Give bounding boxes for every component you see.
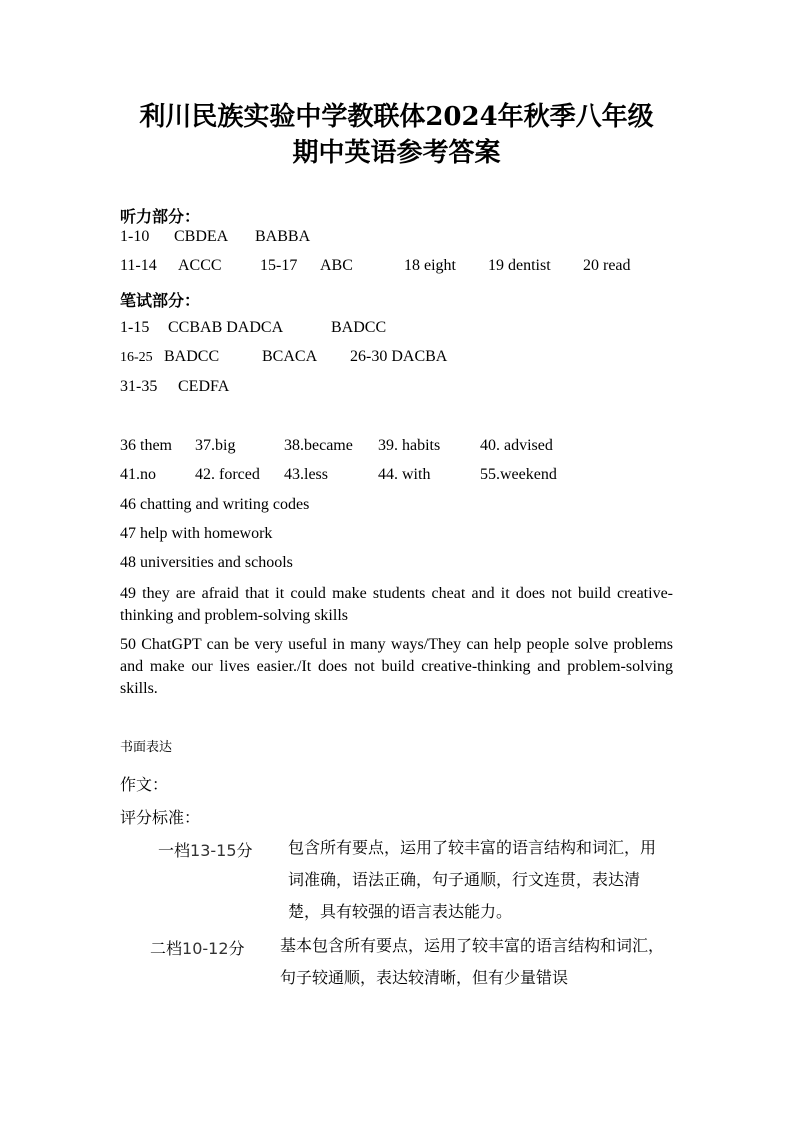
answer-group: 26-30 DACBA [350,348,448,365]
essay-label: 作文： [120,775,169,794]
answer-item: 18 eight [404,257,456,274]
tier-name: 二档 [150,939,183,958]
listening-heading: 听力部分： [120,207,201,226]
answer-item: 20 read [583,257,631,274]
written-row-1 [0,319,793,339]
tier-unit: 分 [228,939,245,958]
page-title-line1: 利川民族实验中学教联体2024年秋季八年级 [139,102,654,132]
answer-group: BADCC [331,319,387,336]
answer-range: 1-10 [120,228,150,245]
answer-item: 40. advised [480,437,553,454]
answer-item: 55.weekend [480,466,557,483]
answer-item: 37.big [195,437,236,454]
tier-1-label [158,838,253,861]
answer-range: 15-17 [260,257,298,274]
tier-2-label [150,936,245,959]
tier-name: 一档 [158,841,191,860]
answer-item: 38.became [284,437,353,454]
answer-item: 39. habits [378,437,441,454]
listening-row-2 [0,257,793,277]
written-row-5 [0,466,793,486]
answer-range: 31-35 [120,378,158,395]
writing-heading: 书面表达 [120,740,173,755]
answer-item: 41.no [120,466,156,483]
answer-item: 43.less [284,466,328,483]
written-row-4 [0,437,793,457]
answer-47: 47 help with homework [120,525,273,542]
tier-1-description: 包含所有要点，运用了较丰富的语言结构和词汇，用词准确，语法正确，句子通顺，行文连贯，表达清楚，具有较强的语言表达能力。 [288,838,657,921]
answer-group: CBDEA [174,228,229,245]
answer-50: 50 ChatGPT can be very useful in many ways/They can help people solve problems and make our lives easier./It does not build creative-thinking and problem-solving skills. [120,636,673,697]
page-title-line2: 期中英语参考答案 [292,138,501,168]
tier-unit: 分 [236,841,253,860]
answer-group: CCBAB DADCA [168,319,284,336]
written-row-2 [0,348,793,368]
answer-range: 16-25 [120,350,153,365]
answer-group: ACCC [178,257,222,274]
answer-group: BADCC [164,348,220,365]
criteria-label: 评分标准： [120,808,201,827]
answer-48: 48 universities and schools [120,554,293,571]
written-row-3 [0,378,793,398]
answer-item: 42. forced [195,466,260,483]
answer-range: 1-15 [120,319,150,336]
tier-range: 10-12 [182,939,229,958]
answer-group: CEDFA [178,378,230,395]
answer-item: 19 dentist [488,257,551,274]
written-heading: 笔试部分： [120,291,201,310]
listening-row-1 [0,228,793,248]
answer-49: 49 they are afraid that it could make students cheat and it does not build creative-thinking and problem-solving skills [120,585,673,624]
answer-item: 44. with [378,466,431,483]
answer-item: 36 them [120,437,172,454]
answer-group: ABC [320,257,353,274]
answer-46: 46 chatting and writing codes [120,496,310,513]
tier-range: 13-15 [190,841,237,860]
answer-group: BCACA [262,348,318,365]
answer-group: BABBA [255,228,311,245]
tier-2-description: 基本包含所有要点，运用了较丰富的语言结构和词汇，句子较通顺，表达较清晰，但有少量错误 [280,936,665,987]
answer-range: 11-14 [120,257,157,274]
